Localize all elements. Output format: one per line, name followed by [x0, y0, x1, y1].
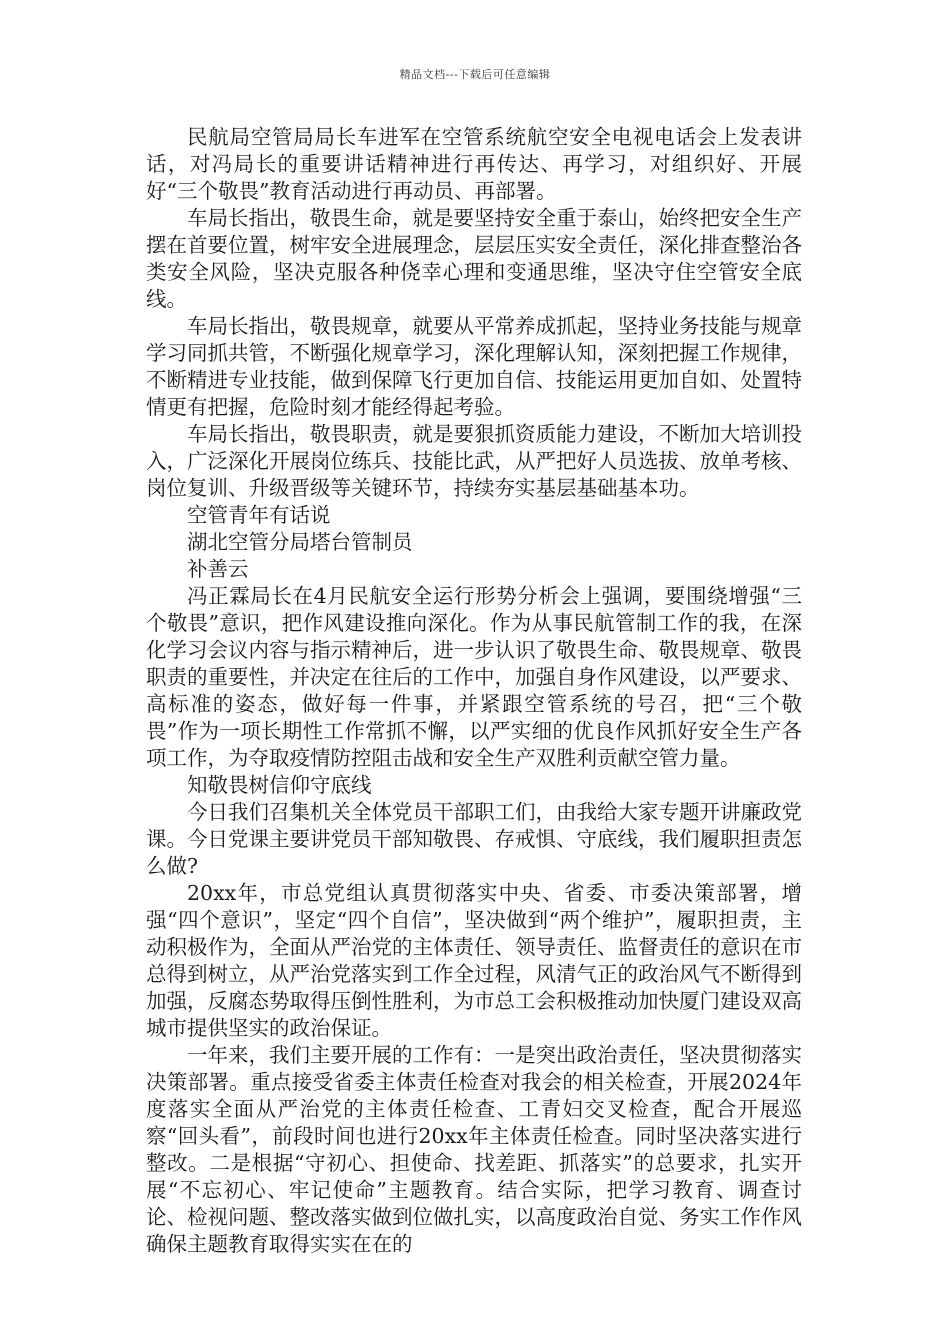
paragraph-year-work: 一年来，我们主要开展的工作有：一是突出政治责任，坚决贯彻落实决策部署。重点接受省委主体责任检查对我会的相关检查，开展2024年度落实全面从严治党的主体责任检查、工青妇交叉检查，配合开展巡察“回头看”，前段时间也进行20xx年主体责任检查。同时坚决落实进行整改。二是根据“守初心、担使命、找差距、抓落实”的总要求，扎实开展“不忘初心、牢记使命”主题教育。结合实际，把学习教育、调查讨论、检视问题、整改落实做到位做扎实，以高度政治自觉、务实工作作风确保主题教育取得实实在在的: [146, 1043, 802, 1256]
author-affiliation: 湖北空管分局塔台管制员: [187, 530, 413, 554]
paragraph-intro: 民航局空管局局长车进军在空管系统航空安全电视电话会上发表讲话，对冯局长的重要讲话精神进行再传达、再学习，对组织好、开展好“三个敬畏”教育活动进行再动员、再部署。: [146, 125, 802, 203]
paragraph-20xx: 20xx年，市总党组认真贯彻落实中央、省委、市委决策部署，增强“四个意识”，坚定“四个自信”，坚决做到“两个维护”，履职担责，主动积极作为，全面从严治党的主体责任、领导责任、监督责任的意识在市总得到树立，从严治党落实到工作全过程，风清气正的政治风气不断得到加强，反腐态势取得压倒性胜利，为市总工会积极推动加快厦门建设双高城市提供坚实的政治保证。: [146, 881, 802, 1040]
paragraph-respect-duty: 车局长指出，敬畏职责，就是要狠抓资质能力建设，不断加大培训投入，广泛深化开展岗位练兵、技能比武，从严把好人员选拔、放单考核、岗位复训、升级晋级等关键环节，持续夯实基层基础基本功。: [146, 422, 802, 500]
paragraph-party-lesson: 今日我们召集机关全体党员干部职工们，由我给大家专题开讲廉政党课。今日党课主要讲党员干部知敬畏、存戒惧、守底线，我们履职担责怎么做?: [146, 800, 802, 878]
section-heading-youth: 空管青年有话说: [187, 503, 331, 527]
page-header: 精品文档---下载后可任意编辑: [399, 68, 551, 81]
author-name: 补善云: [187, 557, 249, 581]
paragraph-respect-life: 车局长指出，敬畏生命，就是要坚持安全重于泰山，始终把安全生产摆在首要位置，树牢安全进展理念，层层压实安全责任，深化排查整治各类安全风险，坚决克服各种侥幸心理和变通思维，坚决守住空管安全底线。: [146, 206, 802, 311]
paragraph-respect-rules: 车局长指出，敬畏规章，就要从平常养成抓起，坚持业务技能与规章学习同抓共管，不断强化规章学习，深化理解认知，深刻把握工作规律，不断精进专业技能，做到保障飞行更加自信、技能运用更加自如、处置特情更有把握，危险时刻才能经得起考验。: [146, 314, 802, 419]
document-body: [146, 124, 802, 1258]
paragraph-feng-speech: 冯正霖局长在4月民航安全运行形势分析会上强调，要围绕增强“三个敬畏”意识，把作风建设推向深化。作为从事民航管制工作的我，在深化学习会议内容与指示精神后，进一步认识了敬畏生命、敬畏规章、敬畏职责的重要性，并决定在往后的工作中，加强自身作风建设，以严要求、高标准的姿态，做好每一件事，并紧跟空管系统的号召，把“三个敬畏”作为一项长期性工作常抓不懈，以严实细的优良作风抓好安全生产各项工作，为夺取疫情防控阻击战和安全生产双胜利贡献空管力量。: [146, 584, 802, 770]
section-heading-bottom-line: 知敬畏树信仰守底线: [187, 773, 372, 797]
